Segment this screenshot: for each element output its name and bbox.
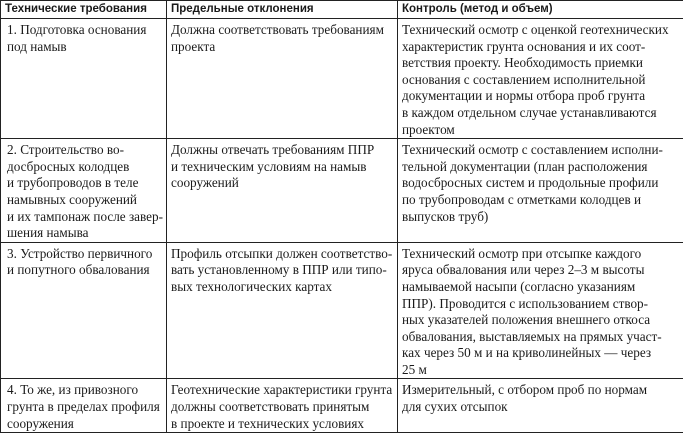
control-line: обвалования, выставляемых на прямых участ- [402, 329, 679, 346]
requirement-line: шения намыва [7, 225, 162, 242]
control-line: намываемой насыпи (согласно указаниям [402, 279, 679, 296]
control-line: ках через 50 м и на криволинейных — через [402, 345, 679, 362]
requirement-line: и их тампонаж после завер- [7, 209, 162, 226]
control-cell [398, 19, 683, 139]
deviation-line: Геотехнические характеристики грунта [171, 382, 393, 399]
control-line: для сухих отсыпок [402, 399, 679, 416]
requirement-line: сооружения [7, 416, 162, 433]
table-row [1, 379, 683, 433]
requirement-cell [1, 19, 167, 139]
control-line: Технический осмотр с составлением исполни- [402, 142, 679, 159]
deviation-cell [167, 379, 398, 433]
control-line: документации и нормы отбора проб грунта [402, 88, 679, 105]
table-row [1, 139, 683, 243]
control-line: яруса обвалования или через 2–3 м высоты [402, 262, 679, 279]
control-line: водосбросных систем и продольные профили [402, 175, 679, 192]
deviation-line: сооружений [171, 175, 393, 192]
control-cell [398, 242, 683, 379]
deviation-line: Должна соответствовать требованиям [171, 22, 393, 39]
control-line: по трубопроводам с отметками колодцев и [402, 192, 679, 209]
control-line: Технический осмотр с оценкой геотехнических [402, 22, 679, 39]
requirement-line: и трубопроводов в теле [7, 175, 162, 192]
deviation-line: вых технологических картах [171, 279, 393, 296]
control-line: в каждом отдельном случае устанавливаются [402, 105, 679, 122]
control-line: ветствия проекту. Необходимость приемки [402, 55, 679, 72]
requirement-cell [1, 242, 167, 379]
control-line: Измерительный, с отбором проб по нормам [402, 382, 679, 399]
control-line: характеристик грунта основания и их соот- [402, 39, 679, 56]
control-line: Технический осмотр при отсыпке каждого [402, 246, 679, 263]
deviation-line: Должны отвечать требованиям ППР [171, 142, 393, 159]
control-cell [398, 139, 683, 243]
requirement-line: досбросных колодцев [7, 159, 162, 176]
header-control: Контроль (метод и объем) [398, 1, 683, 19]
table-row [1, 19, 683, 139]
control-line: ППР). Проводится с использованием створ- [402, 296, 679, 313]
control-line: 25 м [402, 362, 679, 379]
requirement-line: и попутного обвалования [7, 262, 162, 279]
control-line: проектом [402, 122, 679, 139]
requirement-line: грунта в пределах профиля [7, 399, 162, 416]
control-line: тельной документации (план расположения [402, 159, 679, 176]
deviation-line: вать установленному в ППР или типо- [171, 262, 393, 279]
requirement-line: 1. Подготовка основания [7, 22, 162, 39]
table-header-row [1, 1, 683, 19]
deviation-line: Профиль отсыпки должен соответство- [171, 246, 393, 263]
deviation-cell [167, 19, 398, 139]
requirement-cell [1, 379, 167, 433]
header-requirements: Технические требования [1, 1, 167, 19]
requirement-line: под намыв [7, 39, 162, 56]
deviation-line: проекта [171, 39, 393, 56]
deviation-line: и техническим условиям на намыв [171, 159, 393, 176]
control-cell [398, 379, 683, 433]
control-line: основания с составлением исполнительной [402, 72, 679, 89]
deviation-line: в проекте и технических условиях [171, 416, 393, 433]
requirement-line: 2. Строительство во- [7, 142, 162, 159]
requirement-cell [1, 139, 167, 243]
deviation-cell [167, 139, 398, 243]
control-line: ных указателей положения внешнего откоса [402, 312, 679, 329]
requirement-line: намывных сооружений [7, 192, 162, 209]
control-line: выпусков труб) [402, 209, 679, 226]
requirement-line: 4. То же, из привозного [7, 382, 162, 399]
deviation-line: должны соответствовать принятым [171, 399, 393, 416]
header-deviations: Предельные отклонения [167, 1, 398, 19]
requirement-line: 3. Устройство первичного [7, 246, 162, 263]
table-row [1, 242, 683, 379]
deviation-cell [167, 242, 398, 379]
